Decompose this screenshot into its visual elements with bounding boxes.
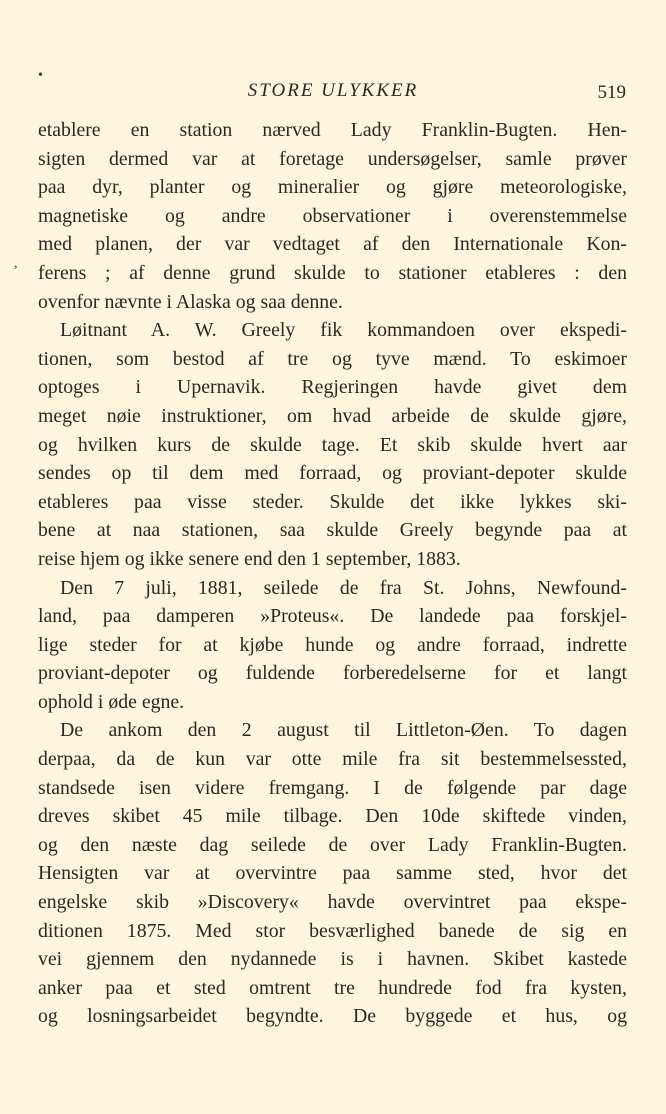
stray-comma-mark: , bbox=[14, 256, 18, 271]
text-line-17: Den 7 juli, 1881, seilede de fra St. Johns, Newfound- bbox=[60, 576, 627, 599]
text-line-4: magnetiske og andre observationer i overenstemmelse bbox=[38, 204, 627, 227]
stray-dot-mark: • bbox=[38, 68, 43, 83]
text-line-19: lige steder for at kjøbe hunde og andre forraad, indrette bbox=[38, 633, 627, 656]
text-line-22: De ankom den 2 august til Littleton-Øen. To dagen bbox=[60, 719, 627, 742]
text-line-13: sendes op til dem med forraad, og proviant-depoter skulde bbox=[38, 462, 627, 485]
text-line-15: bene at naa stationen, saa skulde Greely begynde paa at bbox=[38, 519, 627, 542]
text-line-32: og losningsarbeidet begyndte. De byggede et hus, og bbox=[38, 1005, 627, 1028]
text-line-12: og hvilken kurs de skulde tage. Et skib skulde hvert aar bbox=[38, 433, 627, 456]
text-line-8: Løitnant A. W. Greely fik kommandoen over ekspedi- bbox=[60, 319, 627, 342]
running-head bbox=[0, 80, 666, 110]
text-line-7: ovenfor nævnte i Alaska og saa denne. bbox=[38, 290, 343, 313]
text-line-23: derpaa, da de kun var otte mile fra sit bestemmelsessted, bbox=[38, 748, 627, 771]
body-text bbox=[38, 116, 627, 1031]
text-line-27: Hensigten var at overvintre paa samme sted, hvor det bbox=[38, 862, 627, 885]
text-line-9: tionen, som bestod af tre og tyve mænd. To eskimoer bbox=[38, 347, 627, 370]
text-line-14: etableres paa visse steder. Skulde det ikke lykkes ski- bbox=[38, 490, 627, 513]
text-line-3: paa dyr, planter og mineralier og gjøre meteorologiske, bbox=[38, 176, 627, 199]
running-head-title: STORE ULYKKER bbox=[247, 80, 419, 101]
text-line-24: standsede isen videre fremgang. I de følgende par dage bbox=[38, 776, 627, 799]
text-line-21: ophold i øde egne. bbox=[38, 690, 185, 713]
text-line-25: dreves skibet 45 mile tilbage. Den 10de skiftede vinden, bbox=[38, 805, 627, 828]
text-line-5: med planen, der var vedtaget af den Internationale Kon- bbox=[38, 233, 627, 256]
text-line-30: vei gjennem den nydannede is i havnen. Skibet kastede bbox=[38, 948, 627, 971]
text-line-6: ferens ; af denne grund skulde to stationer etableres : den bbox=[38, 261, 627, 284]
text-line-1: etablere en station nærved Lady Franklin-Bugten. Hen- bbox=[38, 119, 627, 141]
text-line-26: og den næste dag seilede de over Lady Franklin-Bugten. bbox=[38, 833, 627, 856]
text-line-31: anker paa et sted omtrent tre hundrede fod fra kysten, bbox=[38, 976, 627, 999]
text-line-16: reise hjem og ikke senere end den 1 september, 1883. bbox=[38, 547, 461, 570]
text-line-28: engelske skib »Discovery« havde overvintret paa ekspe- bbox=[38, 891, 627, 914]
text-line-20: proviant-depoter og fuldende forberedelserne for et langt bbox=[38, 662, 627, 685]
page-number: 519 bbox=[597, 82, 626, 103]
text-line-18: land, paa damperen »Proteus«. De landede paa forskjel- bbox=[38, 605, 627, 628]
text-line-29: ditionen 1875. Med stor besværlighed banede de sig en bbox=[38, 919, 627, 942]
text-line-11: meget nøie instruktioner, om hvad arbeide de skulde gjøre, bbox=[38, 404, 627, 427]
text-line-10: optoges i Upernavik. Regjeringen havde givet dem bbox=[38, 376, 627, 399]
text-line-2: sigten dermed var at foretage undersøgelser, samle prøver bbox=[38, 147, 627, 170]
